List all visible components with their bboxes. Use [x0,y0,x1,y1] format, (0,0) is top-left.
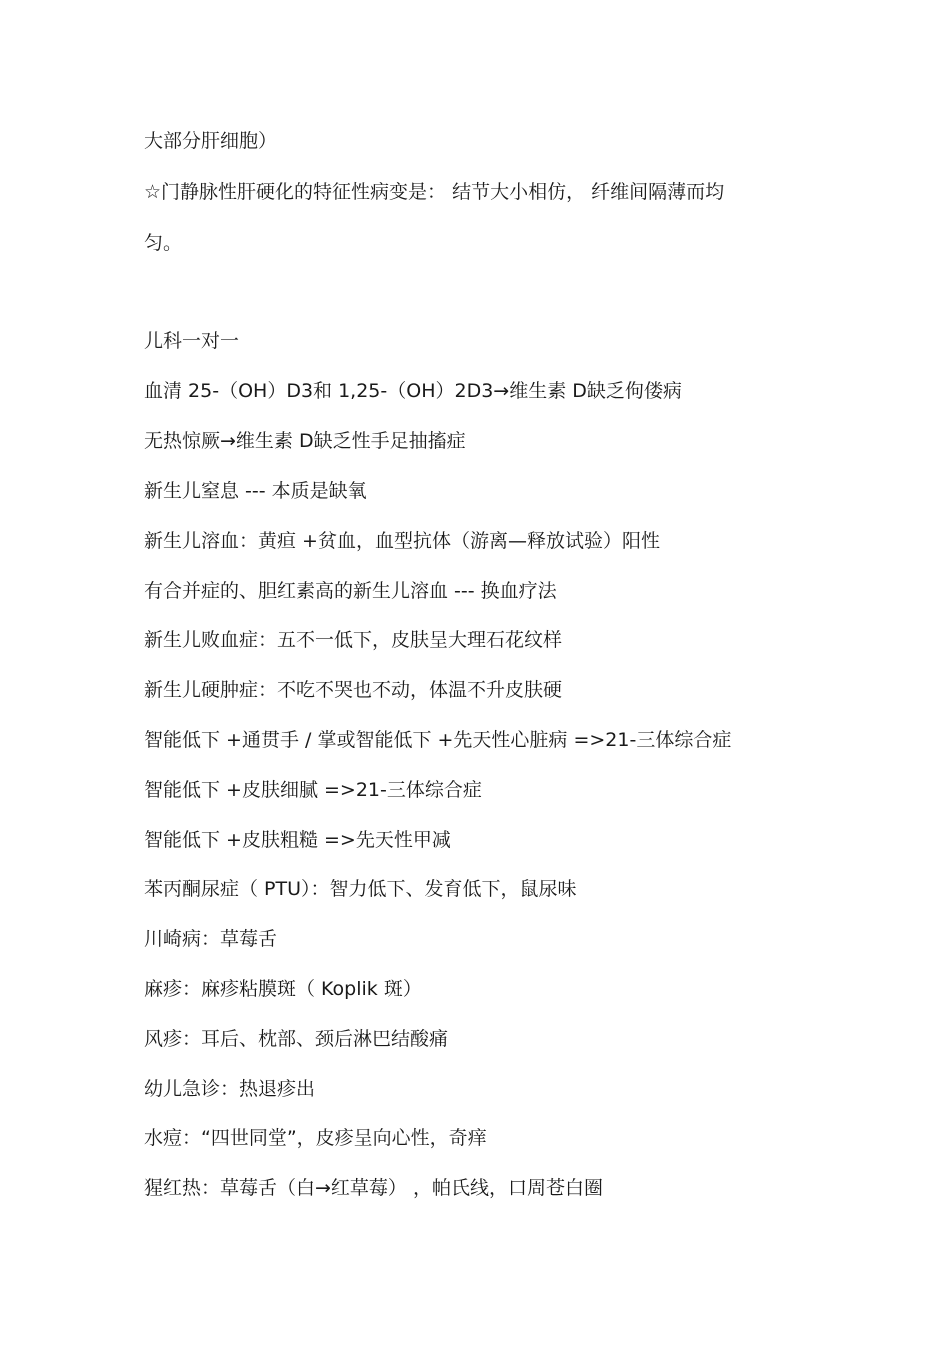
list-item: 麻疹：麻疹粘膜斑（ Koplik 斑） [144,978,422,1000]
list-item: 智能低下 +通贯手 / 掌或智能低下 +先天性心脏病 =>21-三体综合症 [144,729,732,751]
intro-line-2: ☆门静脉性肝硬化的特征性病变是： 结节大小相仿， 纤维间隔薄而均 [144,181,725,203]
list-item: 新生儿硬肿症：不吃不哭也不动，体温不升皮肤硬 [144,679,563,701]
list-item: 新生儿败血症：五不一低下，皮肤呈大理石花纹样 [144,629,563,651]
list-item: 水痘：“四世同堂”，皮疹呈向心性，奇痒 [144,1127,487,1149]
list-item: 智能低下 +皮肤粗糙 =>先天性甲减 [144,829,451,851]
list-item: 川崎病：草莓舌 [144,928,278,950]
list-item: 无热惊厥→维生素 D缺乏性手足抽搐症 [144,430,466,452]
list-item: 新生儿溶血：黄疸 +贫血，血型抗体（游离—释放试验）阳性 [144,530,660,552]
list-item: 猩红热：草莓舌（白→红草莓） ，帕氏线，口周苍白圈 [144,1177,603,1199]
list-item: 苯丙酮尿症（ PTU）：智力低下、发育低下，鼠尿味 [144,878,577,900]
list-item: 新生儿窒息 --- 本质是缺氧 [144,480,367,502]
list-item: 智能低下 +皮肤细腻 =>21-三体综合症 [144,779,482,801]
list-item: 有合并症的、胆红素高的新生儿溶血 --- 换血疗法 [144,580,557,602]
intro-line-3: 匀。 [144,232,183,254]
list-item: 幼儿急诊：热退疹出 [144,1078,316,1100]
section-title: 儿科一对一 [144,330,240,352]
list-item: 风疹：耳后、枕部、颈后淋巴结酸痛 [144,1028,449,1050]
intro-line-1: 大部分肝细胞） [144,130,278,152]
list-item: 血清 25-（OH）D3和 1,25-（OH）2D3→维生素 D缺乏佝偻病 [144,380,682,402]
